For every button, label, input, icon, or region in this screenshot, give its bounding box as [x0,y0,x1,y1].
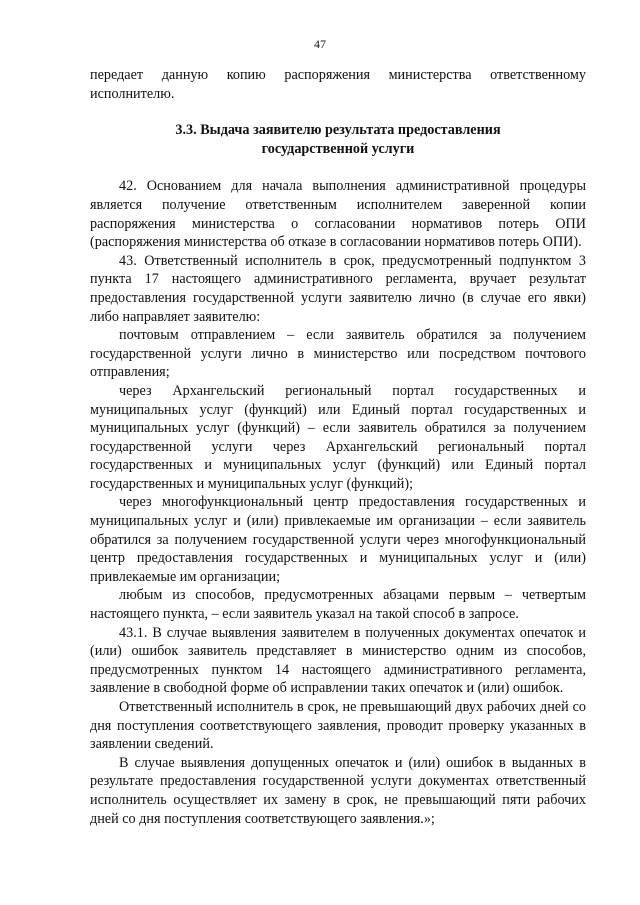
paragraph-verification: Ответственный исполнитель в срок, не превышающий двух рабочих дней со дня поступления соответствующего заявления, проводит проверку указанных в заявлении сведений. [90,699,586,753]
paragraph-42: 42. Основанием для начала выполнения административной процедуры является получение ответственным исполнителем заверенной копии распоряжения министерства о согласовании нормативов потерь ОПИ (распоряжения министерства об отказе в согласовании нормативов потерь ОПИ). [90,178,586,251]
section-title [90,121,586,158]
section-title-line-1: 3.3. Выдача заявителю результата предоставления [175,122,501,139]
paragraph-43-1: 43.1. В случае выявления заявителем в полученных документах опечаток и (или) ошибок заявитель представляет в министерство одним из способов, предусмотренных пунктом 14 настоящего административного регламента, заявление в свободной форме об исправлении таких опечаток и (или) ошибок. [90,624,586,697]
paragraph-any-method: любым из способов, предусмотренных абзацами первым – четвертым настоящего пункта, – если заявитель указал на такой способ в запросе. [90,587,586,623]
intro-paragraph: передает данную копию распоряжения министерства ответственному исполнителю. [90,67,586,102]
page-number: 47 [314,37,326,51]
document-body [90,66,586,828]
paragraph-correction: В случае выявления допущенных опечаток и (или) ошибок в выданных в результате предоставления государственной услуги документах ответственный исполнитель осуществляет их замену в срок, не превышающий пяти рабочих дней со дня поступления соответствующего заявления.»; [90,754,586,827]
paragraph-postal-delivery: почтовым отправлением – если заявитель обратился за получением государственной услуги лично в министерство или посредством почтового отправления; [90,327,586,381]
paragraph-mfc-delivery: через многофункциональный центр предоставления государственных и муниципальных услуг и (или) привлекаемые им организации – если заявитель обратился за получением государственной услуги через многофункциональный центр предоставления государственных и муниципальных услуг и (или) привлекаемые им организации; [90,494,586,585]
section-title-line-2: государственной услуги [261,140,415,157]
paragraph-portal-delivery: через Архангельский региональный портал государственных и муниципальных услуг (функций) или Единый портал государственных и муниципальных услуг (функций) – если заявитель обратился за получением государственной услуги через Архангельский региональный портал государственных и муниципальных услуг (функций) или Единый портал государственных и муниципальных услуг (функций); [90,382,586,492]
paragraph-43: 43. Ответственный исполнитель в срок, предусмотренный подпунктом 3 пункта 17 настоящего административного регламента, вручает результат предоставления государственной услуги заявителю лично (в случае его явки) либо направляет заявителю: [90,252,586,325]
